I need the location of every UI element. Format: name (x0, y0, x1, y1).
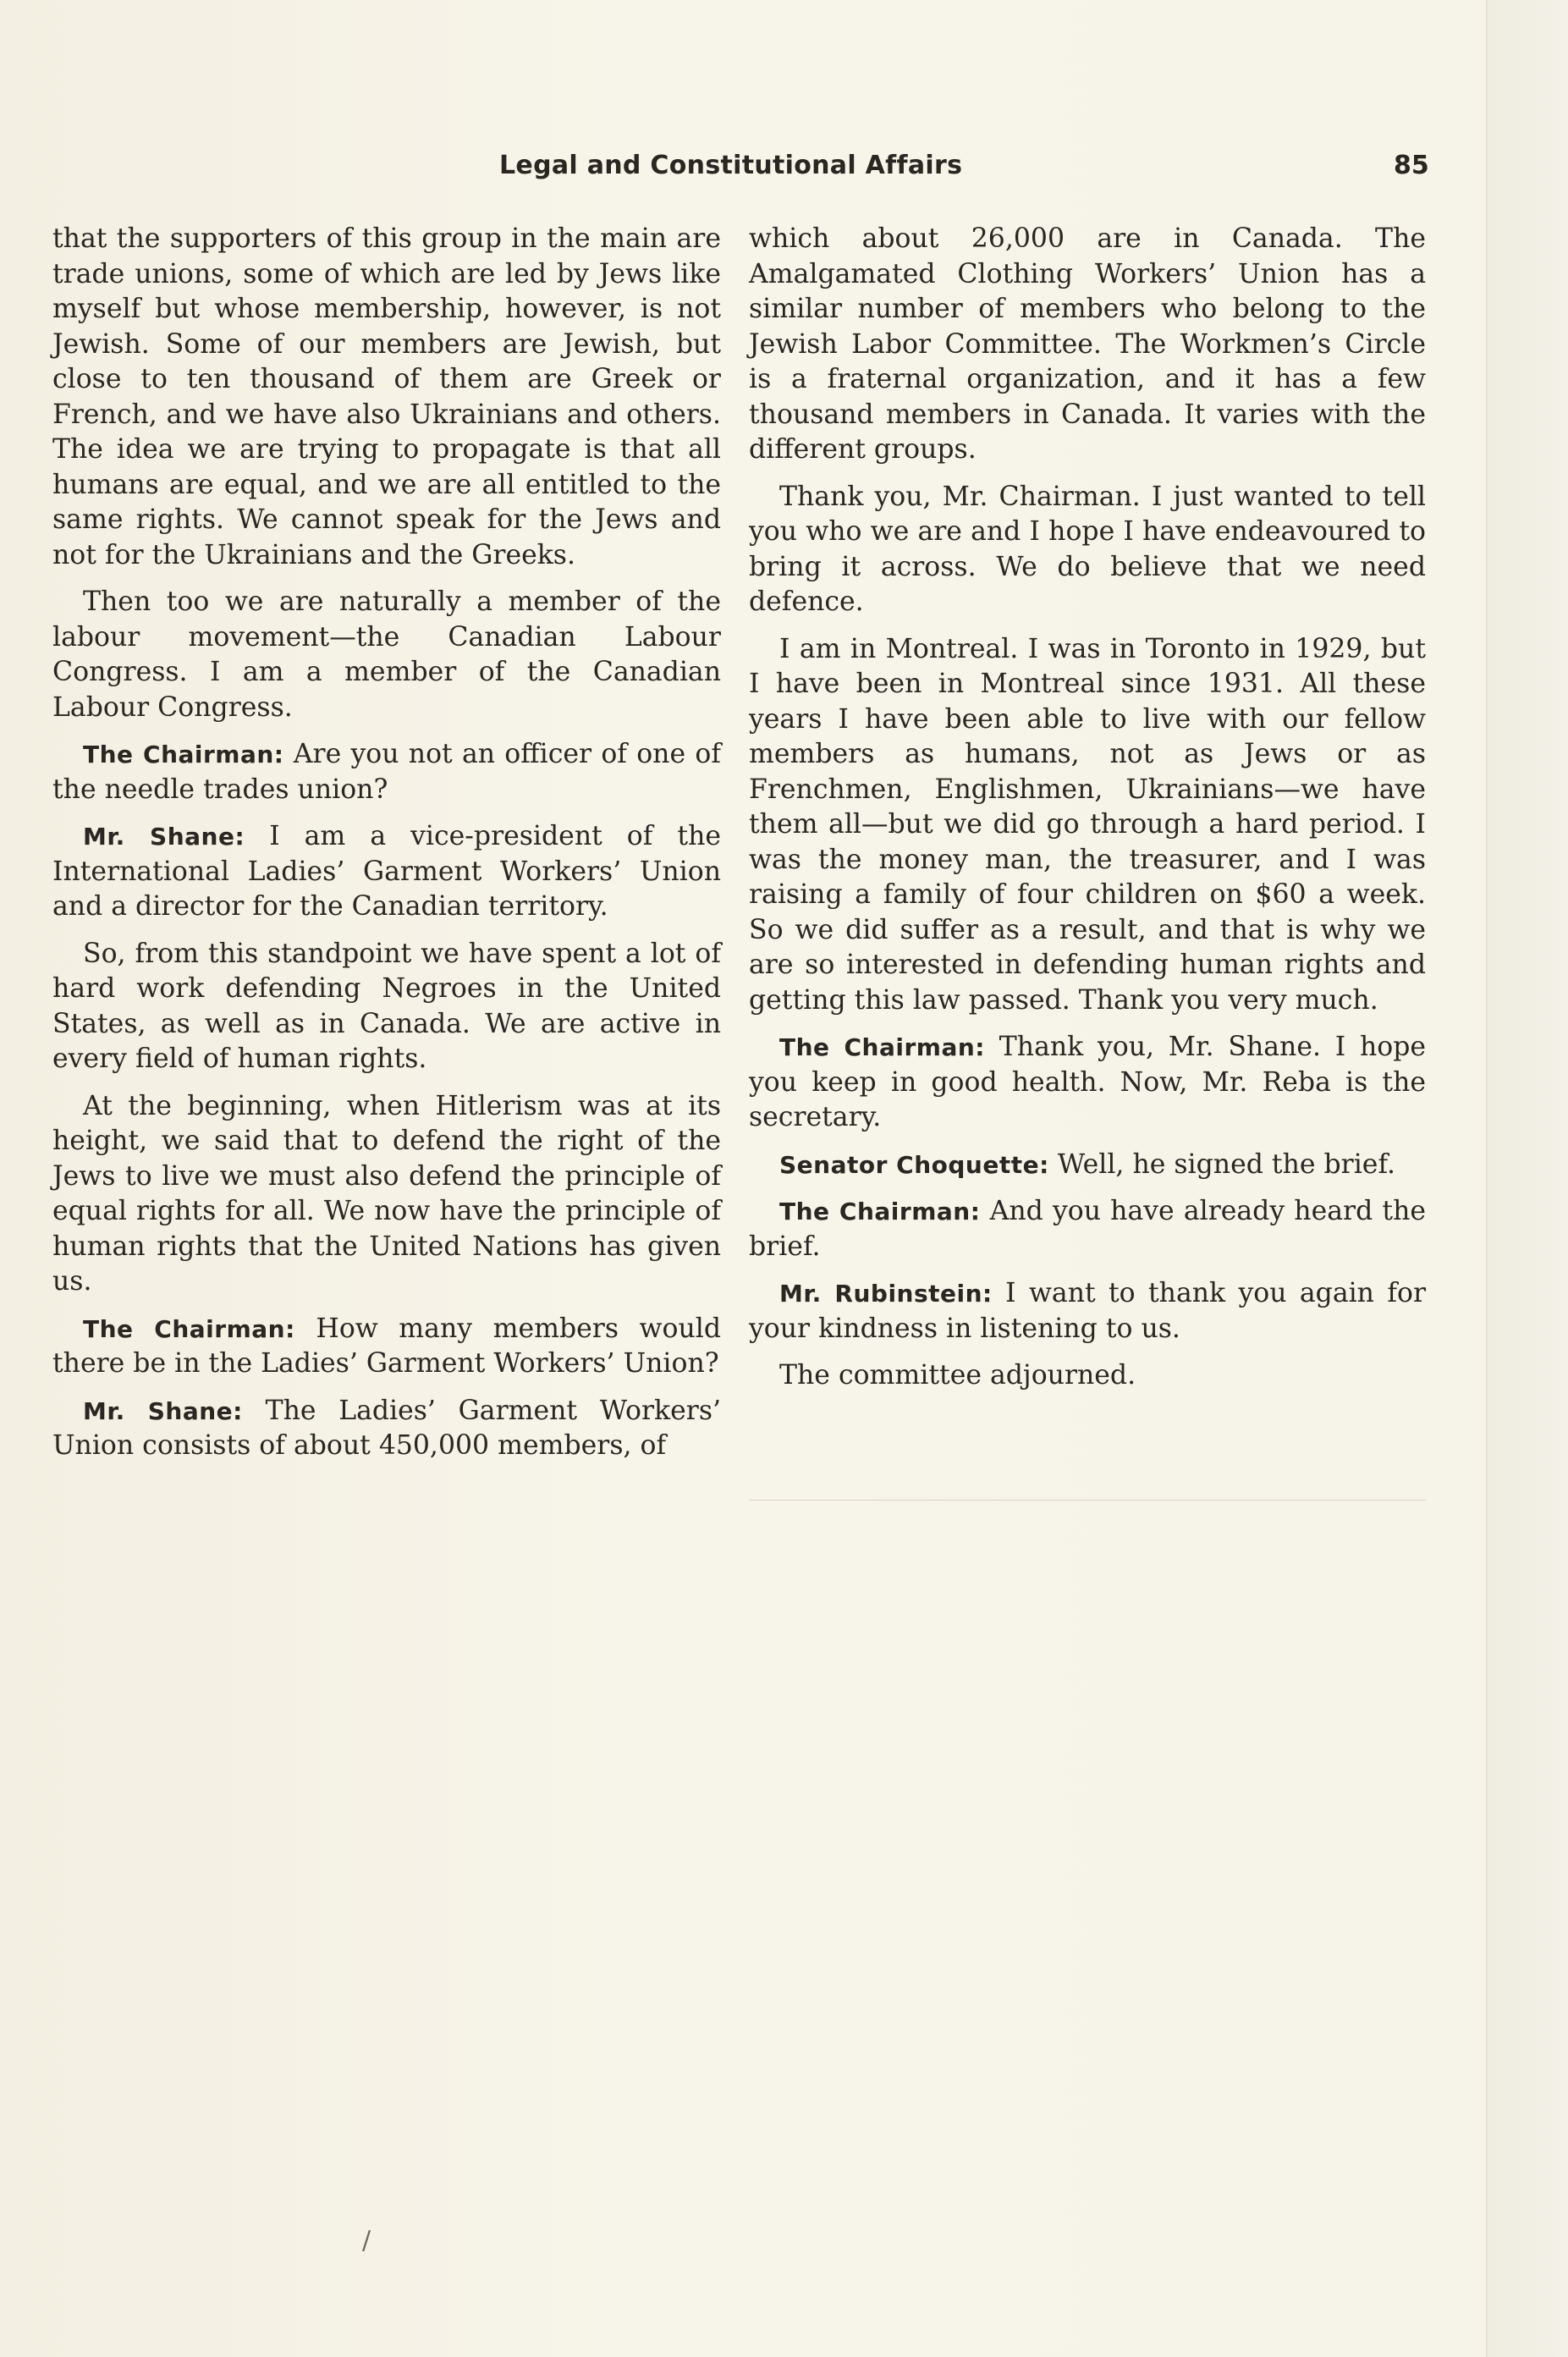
speech-paragraph (749, 1194, 1426, 1264)
speech-text: Thank you, Mr. Shane. I hope you keep in good health. Now, Mr. Reba is the secretary. (749, 1032, 1427, 1132)
speaker-label: Mr. Rubinstein: (779, 1280, 993, 1308)
speech-paragraph (749, 1276, 1426, 1346)
paragraph-text: The committee adjourned. (779, 1360, 1136, 1391)
paragraph (52, 1089, 721, 1300)
paragraph-text: Thank you, Mr. Chairman. I just wanted to tell you who we are and I hope I have endeavoured to bring it across. We do believe that we need defence. (749, 481, 1426, 617)
speaker-label: Senator Choquette: (779, 1150, 1049, 1179)
speaker-label: The Chairman: (83, 741, 284, 768)
paragraph (749, 632, 1426, 1019)
speech-paragraph (749, 1030, 1426, 1136)
speech-text: I want to thank you again for your kindness in listening to us. (749, 1278, 1427, 1344)
paper-speck: / (362, 2226, 371, 2255)
speech-paragraph (52, 819, 721, 925)
speech-text: Well, he signed the brief. (1057, 1148, 1395, 1180)
end-rule (749, 1500, 1426, 1501)
paragraph (52, 937, 721, 1077)
paragraph (52, 585, 721, 725)
paragraph-text: that the supporters of this group in the main are trade unions, some of which are led by Jews like myself but whose membership, however, is not Jewish. Some of our members are Jewish, but close to ten thousand of them are Greek or French, and we have also Ukrainians and others. The idea we are trying to propagate is that all humans are equal, and we are all entitled to the same rights. We cannot speak for the Jews and not for the Ukrainians and the Greeks. (52, 223, 721, 570)
speech-text: I am a vice-president of the International Ladies’ Garment Workers’ Union and a director for the Canadian territory. (52, 821, 721, 922)
paragraph (749, 480, 1426, 620)
speaker-label: Mr. Shane: (83, 1396, 243, 1425)
speaker-label: Mr. Shane: (83, 823, 245, 851)
paragraph-text: which about 26,000 are in Canada. The Amalgamated Clothing Workers’ Union has a similar number of members who belong to the Jewish Labor Committee. The Workmen’s Circle is a fraternal organization, and it has a few thousand members in Canada. It varies with the different groups. (749, 223, 1426, 465)
speech-paragraph (52, 1312, 721, 1382)
running-header-title: Legal and Constitutional Affairs (499, 151, 963, 180)
speech-paragraph (52, 737, 721, 807)
speech-text: How many members would there be in the Ladies’ Garment Workers’ Union? (52, 1313, 721, 1379)
speech-text: The Ladies’ Garment Workers’ Union consists of about 450,000 members, of (52, 1395, 722, 1461)
speech-text: Are you not an officer of one of the needle trades union? (52, 739, 721, 805)
page-edge (1486, 0, 1568, 2357)
speech-paragraph (52, 1394, 721, 1464)
paragraph (749, 222, 1426, 468)
paragraph-text: At the beginning, when Hitlerism was at its height, we said that to defend the right of the Jews to live we must also defend the principle of equal rights for all. We now have the principle of human rights that the United Nations has given us. (52, 1090, 721, 1297)
closing-line (749, 1358, 1426, 1394)
page-number: 85 (1394, 151, 1429, 180)
speaker-label: The Chairman: (779, 1033, 985, 1061)
paragraph-text: Then too we are naturally a member of the labour movement—the Canadian Labour Congress. I am a member of the Canadian Labour Congress. (52, 586, 721, 723)
speaker-label: The Chairman: (83, 1314, 295, 1343)
speech-paragraph (749, 1148, 1426, 1183)
left-column (52, 222, 721, 1476)
speech-text: And you have already heard the brief. (749, 1196, 1426, 1262)
paragraph (52, 222, 721, 573)
paragraph-text: So, from this standpoint we have spent a lot of hard work defending Negroes in the United States, as well as in Canada. We are active in every field of human rights. (52, 938, 721, 1074)
paragraph-text: I am in Montreal. I was in Toronto in 1929, but I have been in Montreal since 1931. All these years I have been able to live with our fellow members as humans, not as Jews or as Frenchmen, Englishmen, Ukrainians—we have them all—but we did go through a hard period. I was the money man, the treasurer, and I was raising a family of four children on $60 a week. So we did suffer as a result, and that is why we are so interested in defending human rights and getting this law passed. Thank you very much. (749, 633, 1426, 1016)
right-column (749, 222, 1426, 1406)
speaker-label: The Chairman: (779, 1198, 981, 1225)
